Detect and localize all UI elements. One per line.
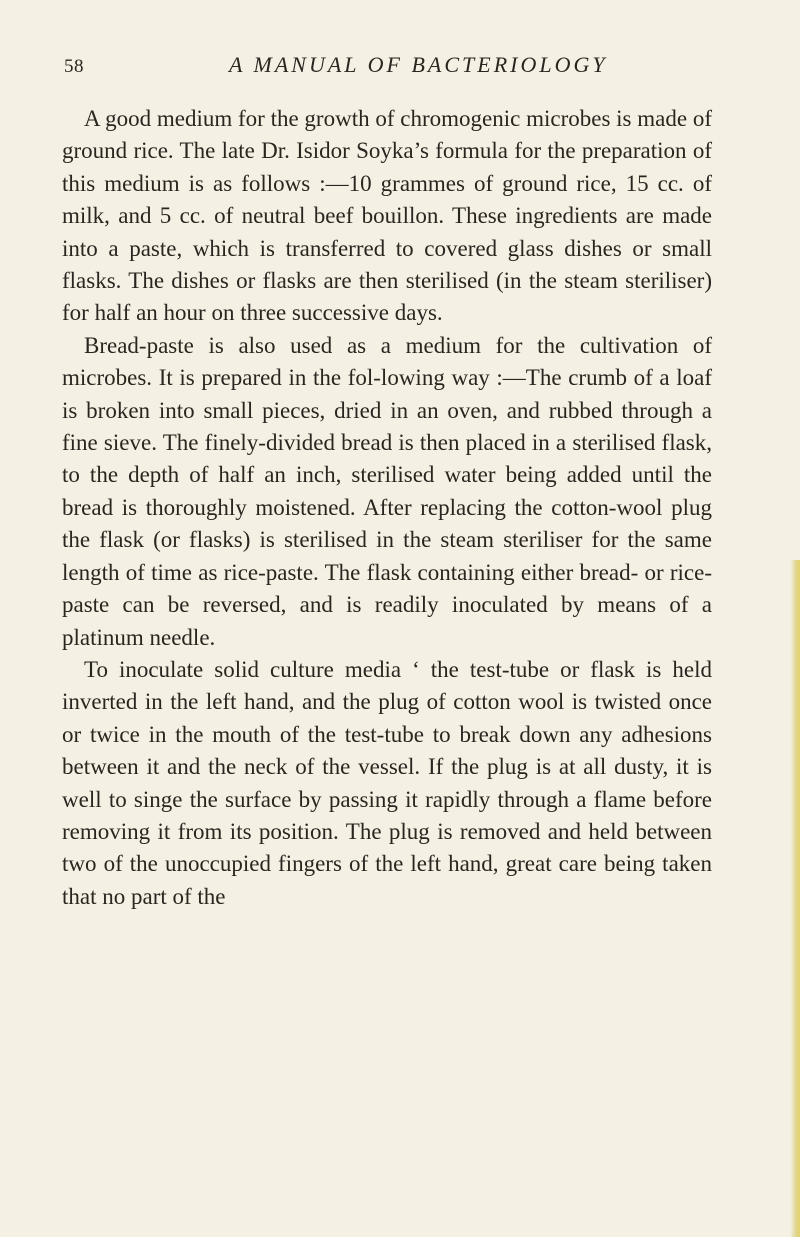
running-title: A MANUAL OF BACTERIOLOGY xyxy=(229,52,608,77)
running-head xyxy=(64,52,714,86)
paragraph-inoculation: To inoculate solid culture media ‘ the test-tube or flask is held inverted in the left hand, and the plug of cotton wool is twisted once or twice in the mouth of the test-tube to break down any adhesions between it and the neck of the vessel. If the plug is at all dusty, it is well to singe the surface by passing it rapidly through a flame before removing it from its position. The plug is removed and held between two of the unoccupied fingers of the left hand, great care being taken that no part of the xyxy=(62,656,712,909)
page-edge-shadow xyxy=(790,560,800,1237)
page-number: 58 xyxy=(64,56,84,77)
paragraph-bread-paste: Bread-paste is also used as a medium for the cultivation of microbes. It is prepared in the fol-lowing way :—The crumb of a loaf is broken into small pieces, dried in an oven, and rubbed through a fine sieve. The finely-divided bread is then placed in a sterilised flask, to the depth of half an inch, sterilised water being added until the bread is thoroughly moistened. After replacing the cotton-wool plug the flask (or flasks) is sterilised in the steam steriliser for the same length of time as rice-paste. The flask containing either bread- or rice-paste can be reversed, and is readily inoculated by means of a platinum needle. xyxy=(62,332,712,650)
body-text xyxy=(62,103,712,913)
paragraph-rice-medium: A good medium for the growth of chromogenic microbes is made of ground rice. The late Dr. Isidor Soyka’s formula for the preparation of this medium is as follows :—10 grammes of ground rice, 15 cc. of milk, and 5 cc. of neutral beef bouillon. These ingredients are made into a paste, which is transferred to covered glass dishes or small flasks. The dishes or flasks are then sterilised (in the steam steriliser) for half an hour on three successive days. xyxy=(62,106,712,326)
